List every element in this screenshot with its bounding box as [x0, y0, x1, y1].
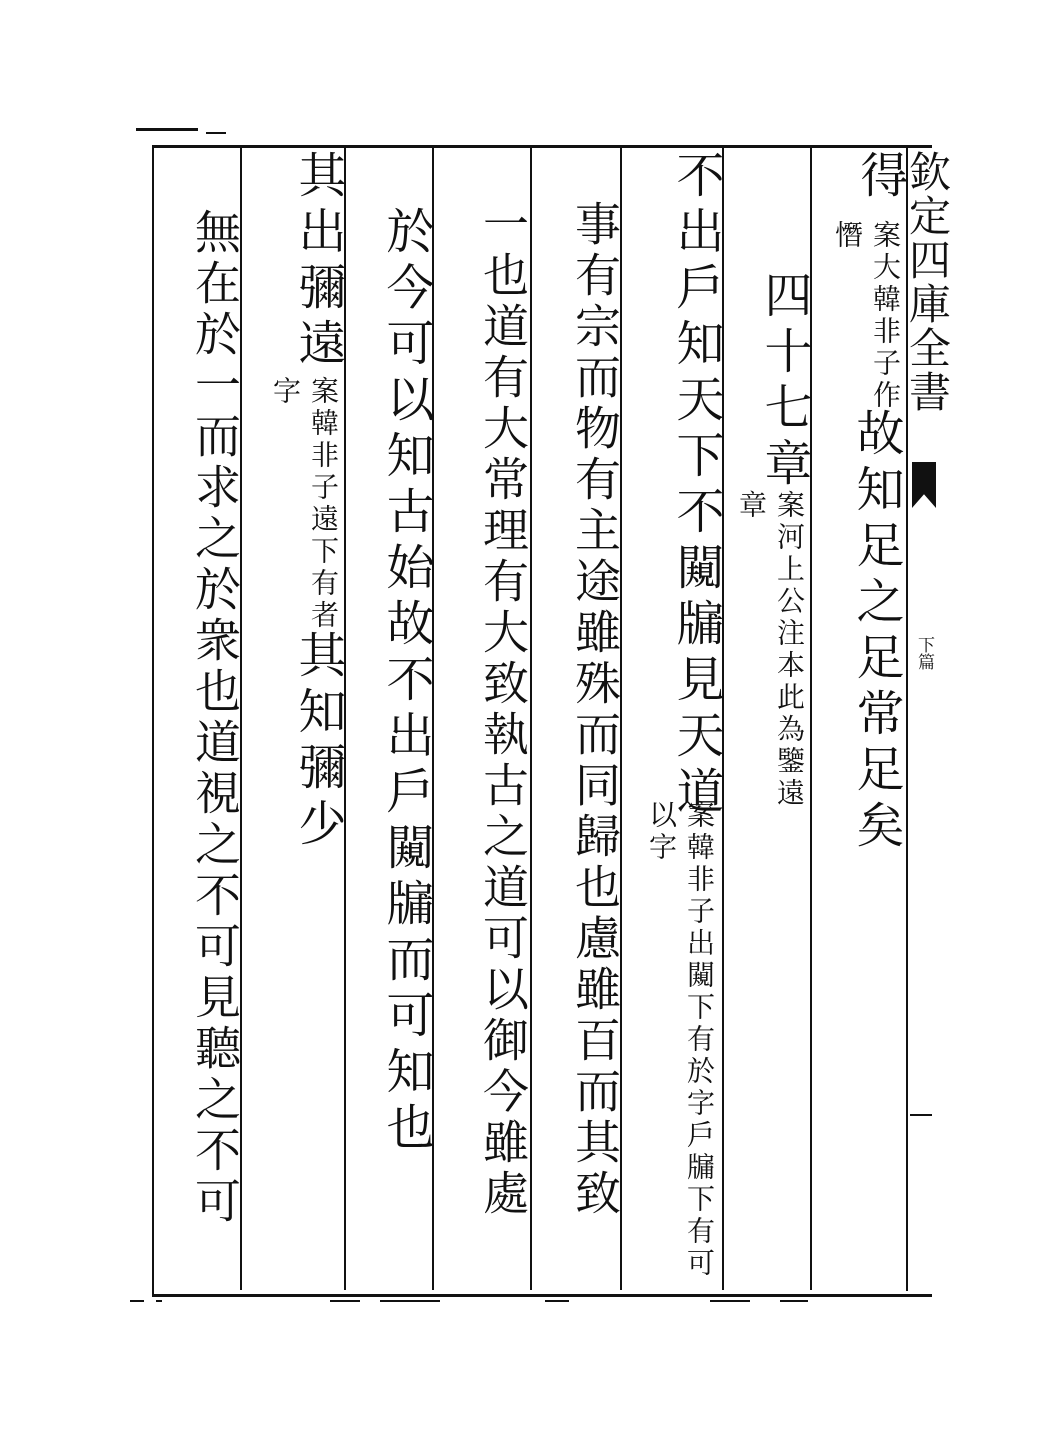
text-column-note — [252, 376, 342, 636]
bottom-edge-marks — [130, 1300, 950, 1308]
top-edge-mark — [136, 128, 198, 131]
main-text: 無在於一而求之於衆也道視之不可見聽之不可 — [188, 208, 242, 1228]
text-column — [358, 206, 434, 1158]
main-text: 不出戶知天下不闚牖見天道 — [668, 150, 724, 822]
main-text: 事有宗而物有主途雖殊而同歸也慮雖百而其致 — [568, 200, 622, 1220]
chapter-note-column — [724, 490, 808, 820]
chapter-heading: 四十七章 — [756, 270, 812, 494]
text-column-note — [818, 220, 904, 440]
main-text: 其出彌遠 — [290, 150, 346, 374]
text-column-cont — [262, 630, 346, 854]
main-text: 一也道有大常理有大致執古之道可以御今雖處 — [476, 200, 530, 1220]
text-column — [636, 150, 724, 822]
text-column — [446, 200, 530, 1220]
text-column-cont — [840, 408, 904, 856]
text-column — [546, 200, 622, 1220]
section-label: 下篇 — [914, 636, 934, 670]
annotation-note: 案大韓非子作憯 — [831, 220, 902, 412]
top-edge-mark — [206, 132, 226, 134]
strip-divider — [910, 1114, 932, 1116]
text-column — [262, 150, 346, 374]
main-text: 其知彌少 — [290, 630, 346, 854]
collection-title: 欽定四庫全書 — [903, 150, 952, 414]
chapter-heading-column — [730, 270, 812, 494]
column-rule — [530, 148, 532, 1290]
annotation-note: 案河上公注本此為鑒遠章 — [735, 490, 806, 810]
text-column — [818, 150, 908, 206]
annotation-note: 案韓非子出闚下有於字戶牖下有可以字 — [645, 800, 716, 1280]
main-text: 得 — [852, 150, 908, 206]
text-column — [166, 208, 242, 1228]
annotation-note: 案韓非子遠下有者字 — [269, 376, 340, 632]
text-column-note — [626, 800, 718, 1280]
main-text: 於今可以知古始故不出戶闚牖而可知也 — [378, 206, 434, 1158]
main-text: 故知足之足常足矣 — [848, 408, 904, 856]
